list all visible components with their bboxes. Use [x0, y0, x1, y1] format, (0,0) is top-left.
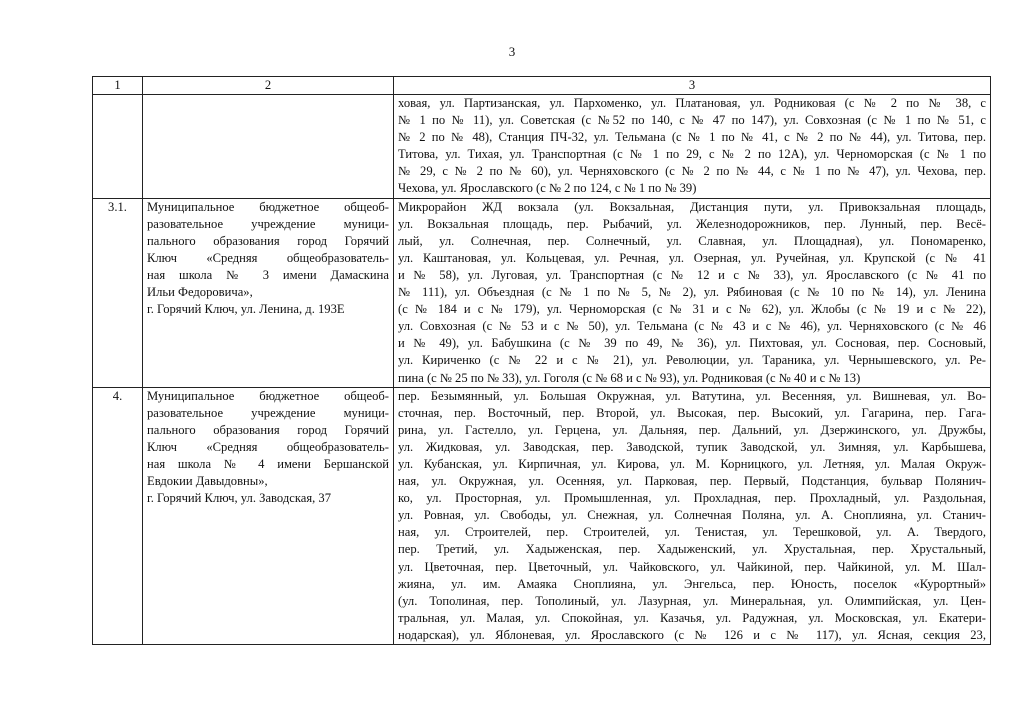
- organization-line: пального образования город Горячий: [147, 422, 389, 437]
- territory-line: ная, ул. Окружная, ул. Осенняя, ул. Парковая, пер. Первый, Подстанция, бульвар Полянич-: [398, 474, 986, 489]
- organization-line: ная школа № 3 имени Дамаскина: [147, 267, 389, 282]
- table-row: [93, 198, 991, 387]
- territory-line: ул. Цветочная, пер. Цветочный, ул. Чайковского, ул. Чайкиной, пер. Чайкиной, ул. М. Шал-: [398, 559, 986, 574]
- organization-line: пального образования город Горячий: [147, 233, 389, 248]
- territory-line: лый, ул. Солнечная, пер. Солнечный, ул. Славная, ул. Площадная), ул. Пономаренко,: [398, 233, 986, 248]
- territory-line: ховая, ул. Партизанская, ул. Пархоменко, ул. Платановая, ул. Родниковая (с № 2 по № 38, с: [398, 96, 986, 110]
- territory-line: Чехова, ул. Ярославского (с № 2 по 124, с № 1 по № 39): [398, 181, 697, 196]
- organization-line: разовательное учреждение муници-: [147, 405, 389, 420]
- territory-line: ул. Кириченко (с № 22 и с № 21), ул. Революции, ул. Тараника, ул. Чернышевского, ул. Ре-: [398, 353, 986, 368]
- column-header-number: 1: [93, 77, 143, 95]
- territory-line: и № 58), ул. Луговая, ул. Транспортная (с № 12 и с № 33), ул. Ярославского (с № 41 по: [398, 267, 986, 282]
- territory-line: пер. Третий, ул. Хадыженская, пер. Хадыженский, ул. Хрустальная, пер. Хрустальный,: [398, 542, 986, 557]
- organization-cell: [143, 95, 394, 199]
- organization-line: Евдокии Давыдовны»,: [147, 474, 268, 489]
- territory-line: (с № 184 и с № 179), ул. Черноморская (с № 31 и с № 62), ул. Жлобы (с № 19 и с № 22),: [398, 302, 986, 317]
- territory-cell: [394, 95, 991, 199]
- territory-line: № 111), ул. Объездная (с № 1 по № 5, № 2), ул. Рябиновая (с № 10 по № 14), ул. Ленина: [398, 285, 986, 300]
- territory-line: рина, ул. Гастелло, ул. Герцена, ул. Дальняя, пер. Дальний, ул. Дзержинского, ул. Дружбы,: [398, 422, 986, 437]
- organization-line: г. Горячий Ключ, ул. Заводская, 37: [147, 491, 332, 506]
- organization-cell: [143, 198, 394, 387]
- territory-line: Микрорайон ЖД вокзала (ул. Вокзальная, Дистанция пути, ул. Привокзальная площадь,: [398, 199, 986, 214]
- organization-line: Ключ «Средняя общеобразователь-: [147, 250, 389, 265]
- territory-line: № 2 по № 48), Станция ПЧ-32, ул. Тельмана (с № 1 по № 41, с № 2 по № 44), ул. Титова, пер.: [398, 130, 986, 145]
- organization-line: г. Горячий Ключ, ул. Ленина, д. 193Е: [147, 302, 345, 317]
- table-row: [93, 95, 991, 199]
- territory-line: и № 49), ул. Бабушкина (с № 39 по 49, № 36), ул. Пихтовая, ул. Сосновая, пер. Сосновый,: [398, 336, 986, 351]
- territory-line: № 1 по № 11), ул. Советская (с №52 по 140, с № 47 по 147), ул. Совхозная (с № 1 по № 51, с: [398, 113, 986, 128]
- row-number-cell: [93, 95, 143, 199]
- organization-line: ная школа № 4 имени Бершанской: [147, 456, 389, 471]
- territory-line: ул. Каштановая, ул. Кольцевая, ул. Речная, ул. Озерная, ул. Ручейная, ул. Крупской (с № 41: [398, 250, 986, 265]
- territory-line: ул. Жидковая, ул. Заводская, пер. Заводской, тупик Заводской, ул. Зимняя, ул. Карбышева,: [398, 439, 986, 454]
- row-number-cell: 3.1.: [93, 198, 143, 387]
- territory-line: Титова, ул. Тихая, ул. Транспортная (с № 1 по 29, с № 2 по 12А), ул. Черноморская (с № 1 по: [398, 147, 986, 162]
- territory-line: жияна, ул. им. Амаяка Сноплияна, ул. Энгельса, пер. Юность, поселок «Курортный»: [398, 576, 986, 591]
- territory-line: ул. Совхозная (с № 53 и с № 50), ул. Тельмана (с № 43 и с № 46), ул. Черняховского (с № 46: [398, 319, 986, 334]
- territory-line: ул. Вокзальная площадь, пер. Рыбачий, ул. Железнодорожников, пер. Лунный, пер. Весё-: [398, 216, 986, 231]
- column-header-territory: 3: [394, 77, 991, 95]
- territory-line: тральная, ул. Малая, ул. Спокойная, ул. Казачья, ул. Радужная, ул. Московская, ул. Екатери-: [398, 610, 986, 625]
- territory-line: (ул. Тополиная, пер. Тополиный, ул. Лазурная, ул. Минеральная, ул. Олимпийская, ул. Цен-: [398, 593, 986, 608]
- organization-line: Муниципальное бюджетное общеоб-: [147, 388, 389, 403]
- territory-line: ул. Ровная, ул. Свободы, ул. Снежная, ул. Солнечная Поляна, ул. А. Сноплияна, ул. Станич-: [398, 508, 986, 523]
- page-number: 3: [508, 44, 516, 59]
- row-number-cell: 4.: [93, 387, 143, 644]
- organization-line: Ключ «Средняя общеобразователь-: [147, 439, 389, 454]
- territory-cell: [394, 387, 991, 644]
- territory-line: нодарская), ул. Яблоневая, ул. Ярославского (с № 126 и с № 117), ул. Ясная, секция 23,: [398, 627, 986, 642]
- table-header-row: [93, 77, 991, 95]
- organization-line: Ильи Федоровича»,: [147, 285, 253, 300]
- organization-cell: [143, 387, 394, 644]
- organization-line: разовательное учреждение муници-: [147, 216, 389, 231]
- territory-line: пина (с № 25 по № 33), ул. Гоголя (с № 68 и с № 93), ул. Родниковая (с № 40 и с № 13): [398, 370, 861, 385]
- territory-line: ко, ул. Просторная, ул. Промышленная, ул. Прохладная, пер. Прохладный, ул. Раздольная,: [398, 491, 986, 506]
- territory-line: № 29, с № 2 по № 60), ул. Черняховского (с № 2 по № 44, с № 1 по № 47), ул. Чехова, пер.: [398, 164, 986, 179]
- table-row: [93, 387, 991, 644]
- territory-line: сточная, пер. Восточный, пер. Второй, ул. Высокая, пер. Высокий, ул. Гагарина, пер. Гага-: [398, 405, 986, 420]
- territory-line: ная, ул. Строителей, пер. Строителей, ул. Тенистая, ул. Терешковой, ул. А. Твердого,: [398, 525, 986, 540]
- column-header-organization: 2: [143, 77, 394, 95]
- organization-line: Муниципальное бюджетное общеоб-: [147, 199, 389, 214]
- territory-line: ул. Кубанская, ул. Кирпичная, ул. Кирова, ул. М. Корницкого, ул. Летняя, ул. Малая Окруж-: [398, 456, 986, 471]
- schools-districts-table: [92, 76, 991, 645]
- territory-cell: [394, 198, 991, 387]
- territory-line: пер. Безымянный, ул. Большая Окружная, ул. Ватутина, ул. Весенняя, ул. Вишневая, ул. Во-: [398, 388, 986, 403]
